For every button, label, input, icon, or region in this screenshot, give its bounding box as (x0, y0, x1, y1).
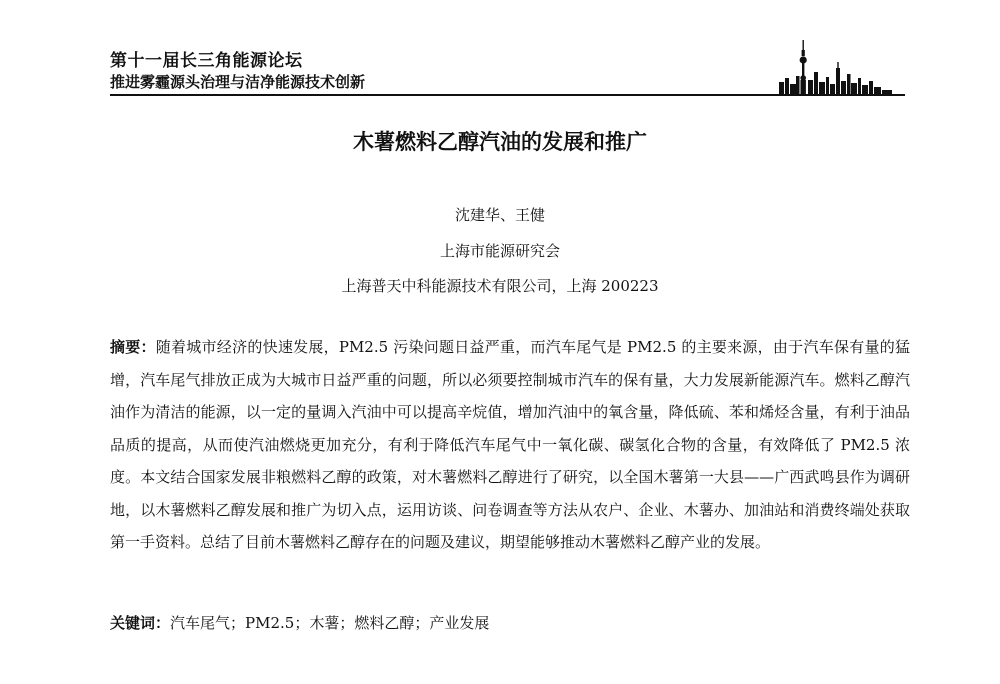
keywords-text: 汽车尾气；PM2.5；木薯；燃料乙醇；产业发展 (170, 614, 490, 632)
conference-name: 第十一届长三角能源论坛 (110, 51, 303, 71)
abstract-text: 随着城市经济的快速发展，PM2.5 污染问题日益严重，而汽车尾气是 PM2.5 的主要来源，由于汽车保有量的猛增，汽车尾气排放正成为大城市日益严重的问题，所以必须要控制城市汽车的保有量，大力发展新能源汽车。燃料乙醇汽油作为清洁的能源，以一定的量调入汽油中可以提高辛烷值，增加汽油中的氧含量，降低硫、苯和烯烃含量，有利于油品品质的提高，从而使汽油燃烧更加充分，有利于降低汽车尾气中一氧化碳、碳氢化合物的含量，有效降低了 PM2.5 浓度。本文结合国家发展非粮燃料乙醇的政策，对木薯燃料乙醇进行了研究，以全国木薯第一大县——广西武鸣县作为调研地，以木薯燃料乙醇发展和推广为切入点，运用访谈、问卷调查等方法从农户、企业、木薯办、加油站和消费终端处获取第一手资料。总结了目前木薯燃料乙醇存在的问题及建议，期望能够推动木薯燃料乙醇产业的发展。 (110, 338, 910, 551)
paper-title: 木薯燃料乙醇汽油的发展和推广 (353, 130, 647, 154)
affiliation-1: 上海市能源研究会 (439, 242, 560, 260)
affiliation-2: 上海普天中科能源技术有限公司，上海 200223 (341, 277, 659, 295)
abstract-label: 摘要： (110, 338, 156, 356)
keywords (110, 612, 910, 633)
keywords-label: 关键词： (110, 614, 171, 632)
abstract (110, 331, 910, 559)
city-skyline-logo (775, 38, 905, 96)
conference-header (110, 46, 905, 98)
paper-authors: 沈建华、王健 (454, 206, 545, 224)
header-rule (110, 94, 905, 96)
conference-theme: 推进雾霾源头治理与洁净能源技术创新 (110, 73, 366, 91)
